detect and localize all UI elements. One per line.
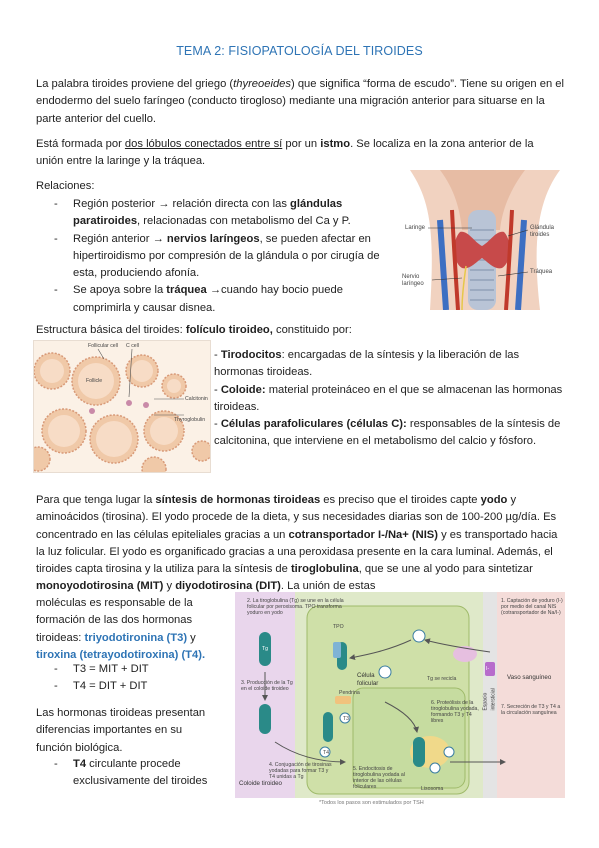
tag-tpo: TPO — [333, 624, 344, 630]
t4-list — [36, 756, 221, 791]
intro-paragraph-1: La palabra tiroides proviene del griego (thyreoeides) que significa “forma de escudo”. Tiene su origen en el endodermo del suelo faríngeo (conducto tirogloso) mediante una migración anterior para situarse en la parte anterior del cuello. — [36, 78, 565, 125]
cell-type-item: - Tirodocitos: encargadas de la síntesis y la liberación de las hormonas tiroideas. — [214, 349, 520, 379]
list-item: - Región posterior → relación directa con las glándulas paratiroides, relacionadas con metabolismo del Ca y P. — [54, 198, 351, 228]
tag-lisosoma: Lisosoma — [421, 786, 444, 792]
label-laringe: Laringe — [405, 225, 426, 231]
label-glandula-tiroides: Glándula tiroides — [530, 225, 555, 238]
list-item: - T4 = DIT + DIT — [54, 680, 148, 693]
list-item: - T4 circulante procede exclusivamente del tiroides — [54, 758, 208, 788]
cell-type-item: - Coloide: material proteináceo en el que se almacenan las hormonas tiroideas. — [214, 383, 563, 413]
follicle-illustration — [34, 341, 210, 472]
step-5-text: 5. Endocitosis de tiroglobulina yodada al interior de las células foliculares — [353, 766, 405, 790]
step-6-text: 6. Proteólisis de la tiroglobulina yodada, formando T3 y T4 libres — [431, 700, 479, 724]
list-item: - Se apoya sobre la tráquea →cuando hay bocio puede comprimirla y causar disnea. — [54, 284, 343, 314]
zone-celula-folicular: Célula folicular — [357, 672, 379, 687]
tag-tg: Tg — [262, 646, 269, 652]
figure-footer: *Todos los pasos son estimulados por TSH — [319, 800, 424, 806]
label-thyroglobulin: Thyroglobulin — [174, 417, 206, 423]
hormone-synthesis-figure — [235, 592, 565, 810]
step-4-text: 4. Conjugación de tirosinas yodadas para formar T3 y T4 unidas a Tg — [269, 762, 332, 780]
label-traquea: Tráquea — [530, 269, 553, 275]
step-1-text: 1. Captación de yoduro (I-) por medio del canal NIS (cotransportador de Na/I-) — [501, 598, 563, 616]
label-follicular-cell: Follicular cell — [88, 343, 118, 349]
estructura-heading: Estructura básica del tiroides: folículo tiroideo, constituido por: — [36, 324, 352, 336]
label-nervio-laringeo: Nervio laríngeo — [402, 274, 424, 287]
neck-anatomy-figure — [400, 170, 565, 310]
hormonas-paragraph: moléculas es responsable de la formación de las dos hormonas tiroideas: triyodotironina (T3) y tiroxina (tetrayodotiroxina) (T4). — [36, 597, 206, 661]
neck-illustration — [400, 170, 565, 310]
intro-paragraph-2: Está formada por dos lóbulos conectados entre sí por un istmo. Se localiza en la zona anterior de la unión entre la laringe y la tráquea. — [36, 138, 534, 168]
label-follicle: Follicle — [86, 378, 103, 384]
tag-iodide: I- — [486, 666, 490, 672]
relaciones-list — [36, 196, 402, 317]
label-c-cell: C cell — [126, 343, 139, 349]
zone-espacio-intersticial: Espacio intersticial — [482, 688, 496, 711]
cell-types — [214, 347, 566, 451]
tag-pendrina: Pendrina — [339, 690, 360, 696]
label-calcitonin: Calcitonin — [185, 396, 208, 402]
follicle-figure — [33, 340, 211, 473]
formulas-list — [36, 661, 226, 696]
list-item: - T3 = MIT + DIT — [54, 663, 149, 675]
funcion-paragraph: Las hormonas tiroideas presentan diferencias importantes en su función biológica. — [36, 707, 206, 754]
tag-t4: T4 — [323, 750, 330, 756]
step-7-text: 7. Secreción de T3 y T4 a la circulación sanguínea — [501, 704, 561, 716]
page-title: TEMA 2: FISIOPATOLOGÍA DEL TIROIDES — [176, 44, 423, 58]
zone-vaso-sanguineo: Vaso sanguíneo — [507, 674, 552, 681]
sintesis-paragraph: Para que tenga lugar la síntesis de hormonas tiroideas es preciso que el tiroides capte yodo y aminoácidos (tirosina). El yodo procede de la dieta, y sus necesidades diarias son de 100-200 µg/día. Es concentrado en las células epiteliales gracias a un cotransportador I-/Na+ (NIS) y es transportado hacia la luz folicular. El yodo es organificado gracias a una peroxidasa presente en la cara luminal. Además, el tiroides capta tirosina y la utiliza para la síntesis de tiroglobulina, que se une al yodo para sintetizar monoyodotirosina (MIT) y diyodotirosina (DIT). La unión de estas — [36, 494, 558, 593]
step-3-text: 3. Producción de la Tg en el coloide tiroideo — [241, 680, 293, 692]
cell-type-item: - Células parafoliculares (células C): responsables de la síntesis de calcitonina, que interviene en el metabolismo del calcio y fósforo. — [214, 418, 561, 448]
tag-t3: T3 — [343, 716, 350, 722]
relaciones-heading: Relaciones: — [36, 180, 95, 192]
tag-tg-recicla: Tg se recicla — [427, 676, 457, 682]
list-item: - Región anterior → nervios laríngeos, se pueden afectar en hipertiroidismo por compresión de la glándula o por cirugía de esta, produciendo afonía. — [54, 232, 380, 280]
step-2-text: 2. La tiroglobulina (Tg) se une en la célula folicular por peroxisoma. TPO transforma yoduro en yodo — [247, 598, 344, 616]
zone-coloide: Coloide tiroideo — [239, 780, 282, 787]
